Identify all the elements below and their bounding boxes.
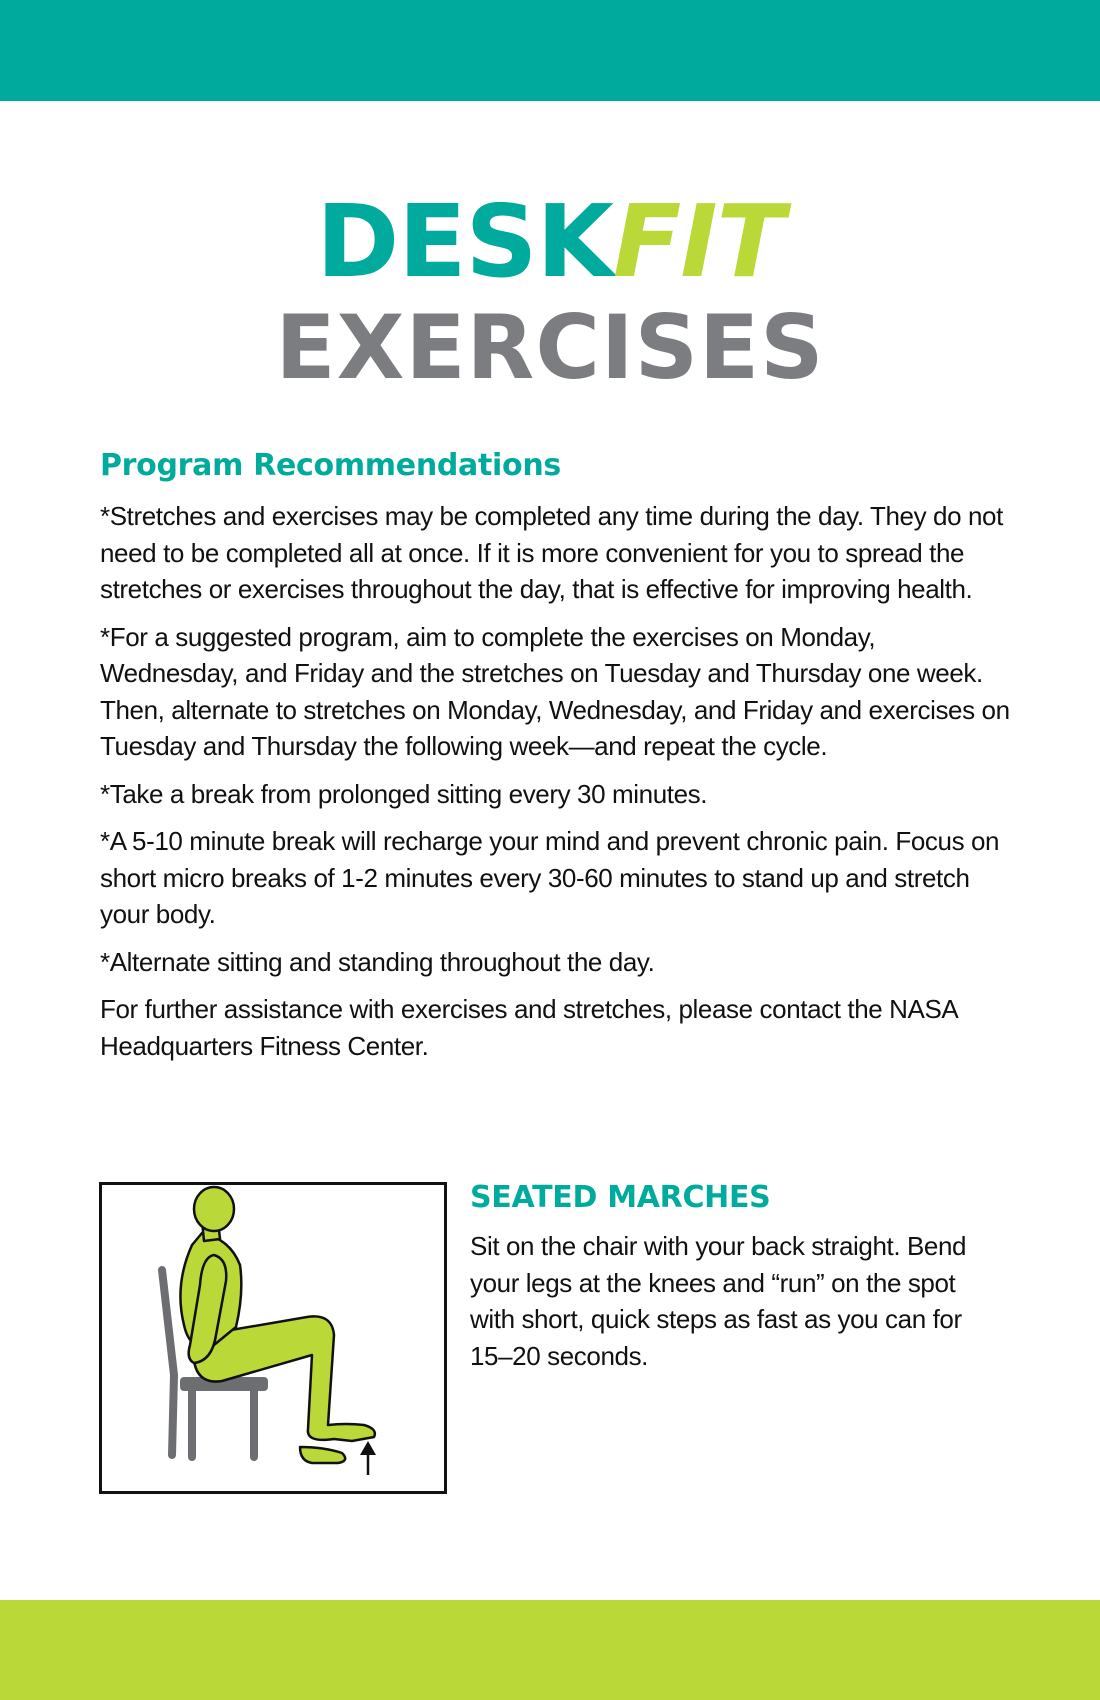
title-line-deskfit (0, 183, 1100, 300)
recommendation-paragraph: *A 5-10 minute break will recharge your mind and prevent chronic pain. Focus on short micro breaks of 1-2 minutes every 30-60 minutes to stand up and stretch your body. (100, 826, 1000, 929)
seated-figure-on-chair-icon (102, 1185, 444, 1491)
recommendation-paragraph: *For a suggested program, aim to complete the exercises on Monday, Wednesday, and Friday and the stretches on Tuesday and Thursday one week. Then, alternate to stretches on Monday, Wednesday, and Friday and exercises on Tuesday and Thursday the following week—and repeat the cycle. (100, 621, 1010, 761)
program-recommendations-heading: Program Recommendations (100, 448, 561, 483)
deskfit-title (0, 183, 1100, 399)
recommendation-paragraph: *Alternate sitting and standing throughout the day. (100, 946, 655, 977)
exercise-description: Sit on the chair with your back straight. Bend your legs at the knees and “run” on the spot with short, quick steps as fast as you can for 15–20 seconds. (470, 1231, 967, 1371)
top-color-bar (0, 0, 1100, 101)
title-fit: FIT (613, 183, 784, 300)
seated-marches-illustration (99, 1182, 447, 1494)
bottom-color-bar (0, 1600, 1100, 1700)
title-exercises: EXERCISES (275, 296, 825, 399)
title-desk: DESK (316, 183, 614, 300)
contact-paragraph: For further assistance with exercises and stretches, please contact the NASA Headquarters Fitness Center. (100, 994, 957, 1061)
recommendations-list (100, 498, 1010, 1075)
seated-person-figure (180, 1187, 374, 1463)
recommendation-paragraph: *Take a break from prolonged sitting every 30 minutes. (100, 778, 708, 809)
upward-arrow-icon (360, 1441, 376, 1475)
recommendation-paragraph: *Stretches and exercises may be completed any time during the day. They do not need to be completed all at once. If it is more convenient for you to spread the stretches or exercises throughout the day, that is effective for improving health. (100, 501, 1003, 604)
exercise-title: SEATED MARCHES (470, 1180, 771, 1215)
